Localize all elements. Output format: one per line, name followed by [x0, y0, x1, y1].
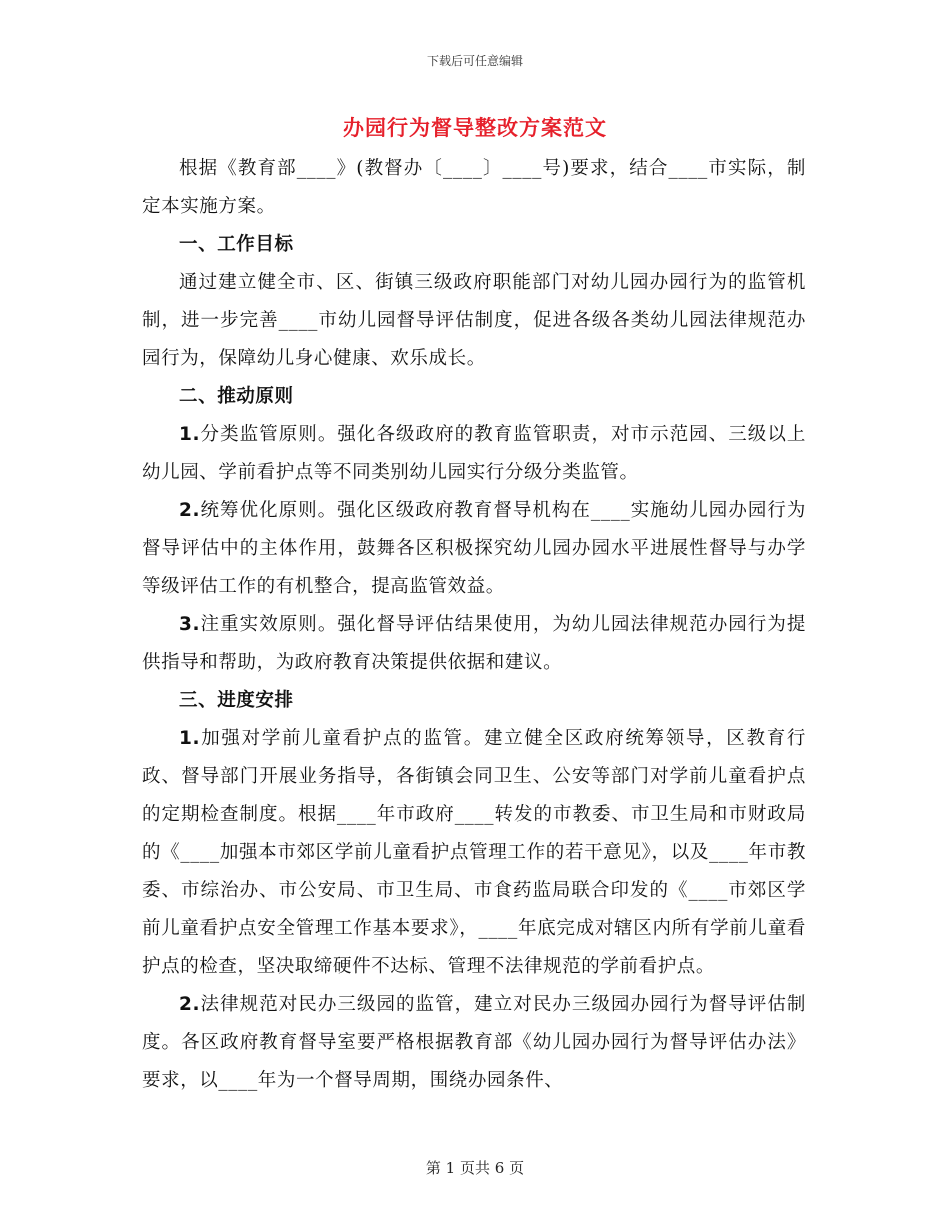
paragraph-text: 法律规范对民办三级园的监管，建立对民办三级园办园行为督导评估制度。各区政府教育督导室要严格根据教育部《幼儿园办园行为督导评估办法》要求，以____年为一个督导周期，围绕办园条件、 — [142, 994, 806, 1091]
body-paragraph — [142, 606, 806, 682]
body-paragraph — [142, 150, 806, 226]
item-number: 2. — [179, 994, 201, 1015]
document-title: 办园行为督导整改方案范文 — [343, 115, 607, 140]
paragraph-text: 加强对学前儿童看护点的监管。建立健全区政府统筹领导，区教育行政、督导部门开展业务指导，各街镇会同卫生、公安等部门对学前儿童看护点的定期检查制度。根据____年市政府____转发的市教委、市卫生局和市财政局的《____加强本市郊区学前儿童看护点管理工作的若干意见》，以及____年市教委、市综治办、市公安局、市卫生局、市食药监局联合印发的《____市郊区学前儿童看护点安全管理工作基本要求》，____年底完成对辖区内所有学前儿童看护点的检查，坚决取缔硬件不达标、管理不法律规范的学前看护点。 — [142, 728, 806, 977]
body-paragraph — [142, 416, 806, 492]
paragraph-text: 统筹优化原则。强化区级政府教育督导机构在____实施幼儿园办园行为督导评估中的主体作用，鼓舞各区积极探究幼儿园办园水平进展性督导与办学等级评估工作的有机整合，提高监管效益。 — [142, 500, 806, 597]
paragraph-text: 根据《教育部____》(教督办〔____〕____号)要求，结合____市实际，制定本实施方案。 — [142, 158, 806, 217]
heading-text: 二、推动原则 — [179, 386, 294, 407]
heading-text: 一、工作目标 — [179, 234, 294, 255]
body-paragraph — [142, 720, 806, 986]
page-footer: 第 1 页共 6 页 — [425, 1159, 525, 1177]
paragraph-text: 注重实效原则。强化督导评估结果使用，为幼儿园法律规范办园行为提供指导和帮助，为政府教育决策提供依据和建议。 — [142, 614, 806, 673]
document-body — [142, 150, 806, 1100]
heading-text: 三、进度安排 — [179, 690, 294, 711]
item-number: 1. — [179, 728, 201, 749]
section-heading — [142, 226, 806, 264]
section-heading — [142, 682, 806, 720]
item-number: 2. — [179, 500, 201, 521]
page-header: 下载后可任意编辑 — [426, 54, 523, 68]
body-paragraph — [142, 986, 806, 1100]
item-number: 1. — [179, 424, 201, 445]
item-number: 3. — [179, 614, 201, 635]
body-paragraph — [142, 264, 806, 378]
paragraph-text: 分类监管原则。强化各级政府的教育监管职责，对市示范园、三级以上幼儿园、学前看护点等不同类别幼儿园实行分级分类监管。 — [142, 424, 806, 483]
body-paragraph — [142, 492, 806, 606]
section-heading — [142, 378, 806, 416]
paragraph-text: 通过建立健全市、区、街镇三级政府职能部门对幼儿园办园行为的监管机制，进一步完善____市幼儿园督导评估制度，促进各级各类幼儿园法律规范办园行为，保障幼儿身心健康、欢乐成长。 — [142, 272, 806, 369]
